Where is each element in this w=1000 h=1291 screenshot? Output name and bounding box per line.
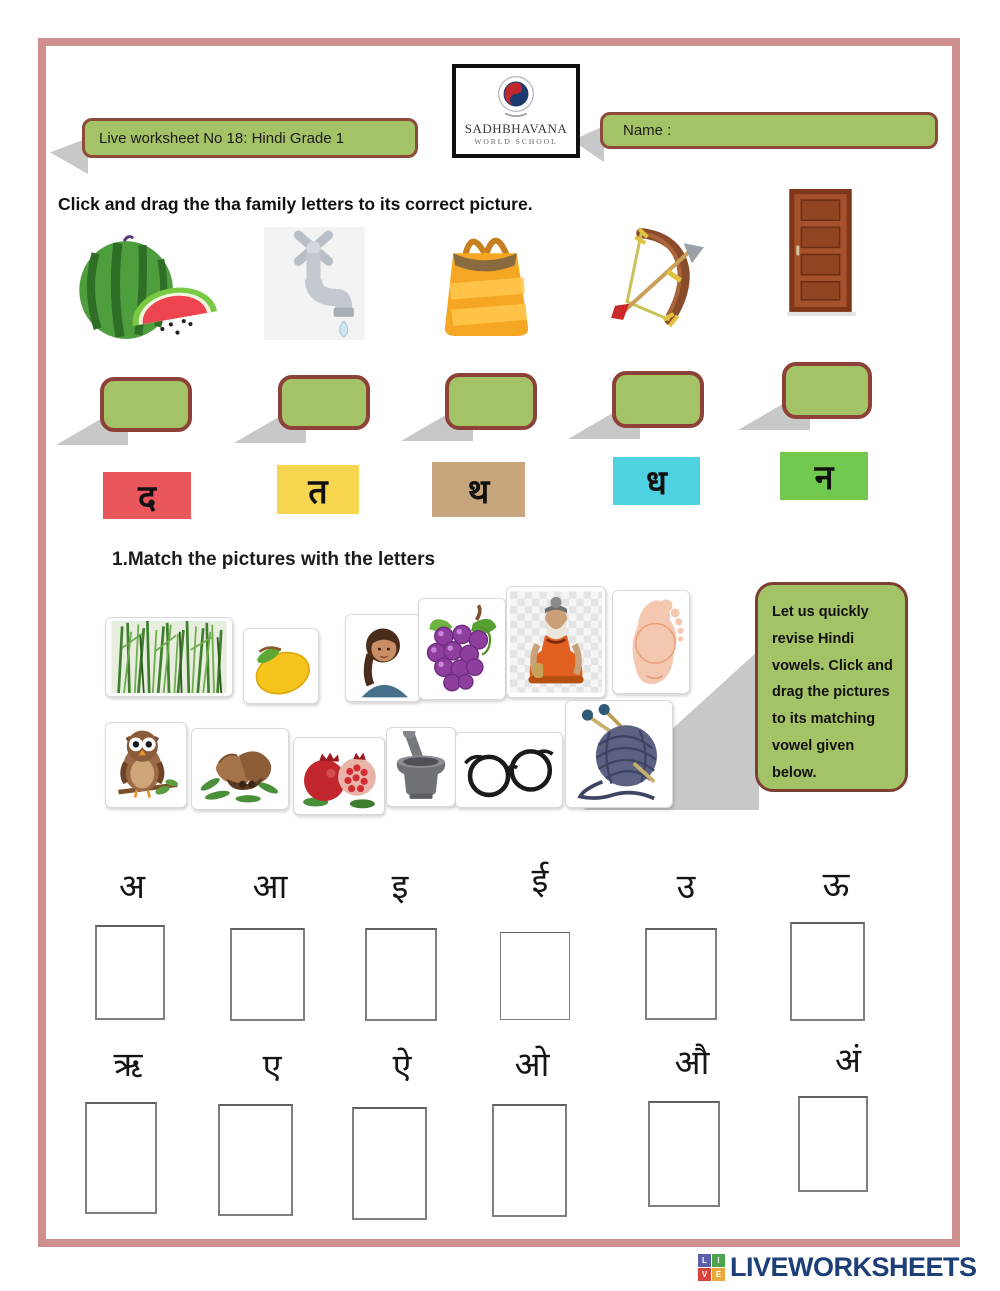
vowel-label-i: इ [391,868,409,906]
brand-name: LIVEWORKSHEETS [730,1252,977,1282]
vowel-label-au: औ [674,1044,710,1082]
picture-tamarind[interactable] [191,728,289,810]
vowel-label-a: अ [119,868,145,906]
instruction-bubble [755,582,908,792]
worksheet-title-button [82,118,418,158]
picture-grapes[interactable] [418,598,506,700]
activity2-heading: 1.Match the pictures with the letters [112,549,436,570]
picture-pomegranate[interactable] [293,737,385,815]
vowel-drop-box-aa[interactable] [230,928,305,1021]
picture-water-tap [264,227,365,340]
vowel-label-aa: आ [252,868,288,906]
picture-sugarcane[interactable] [105,617,233,697]
vowel-label-u: उ [676,868,696,906]
picture-foot[interactable] [612,590,690,694]
picture-sage[interactable] [506,586,606,698]
liveworksheets-logo [698,1252,977,1283]
liveworksheets-logo-icon [698,1254,726,1282]
letter-drop-box-1[interactable] [100,377,192,432]
name-label: Name : [623,122,672,139]
letter-drop-box-5[interactable] [782,362,872,419]
vowel-label-o: ओ [514,1046,550,1084]
logo-square-e: E [712,1268,725,1281]
vowel-drop-box-au[interactable] [648,1101,720,1207]
logo-square-i: I [712,1254,725,1267]
letter-drop-box-2[interactable] [278,375,370,430]
vowel-drop-box-ii[interactable] [500,932,570,1020]
vowel-drop-box-ai[interactable] [352,1107,427,1220]
picture-mortar-pestle[interactable] [386,727,456,807]
school-logo-box [452,64,580,158]
vowel-drop-box-a[interactable] [95,925,165,1020]
vowel-label-uu: ऊ [822,866,850,904]
bubble-text: Let us quickly revise Hindi vowels. Click and drag the pictures to its matching vowel given below. [772,604,893,781]
vowel-drop-box-o[interactable] [492,1104,567,1217]
name-field[interactable] [600,112,938,149]
picture-eyeglasses[interactable] [455,732,563,808]
picture-owl[interactable] [105,722,187,808]
vowel-label-ii: ई [531,862,549,900]
worksheet-title: Live worksheet No 18: Hindi Grade 1 [99,129,345,147]
vowel-label-e: ए [262,1048,282,1086]
vowel-drop-box-e[interactable] [218,1104,293,1216]
letter-tile-na[interactable]: न [780,452,868,500]
logo-square-v: V [698,1268,711,1281]
vowel-drop-box-u[interactable] [645,928,717,1020]
picture-woman[interactable] [345,614,421,702]
letter-tile-dha[interactable]: ध [613,457,700,505]
school-subtitle: WORLD SCHOOL [474,137,558,146]
picture-yarn-ball[interactable] [565,700,673,808]
letter-drop-box-4[interactable] [612,371,704,428]
letter-tile-tha[interactable]: थ [432,462,525,517]
vowel-drop-box-ri[interactable] [85,1102,157,1214]
letter-drop-box-3[interactable] [445,373,537,430]
letter-tile-da[interactable]: द [103,472,191,519]
picture-door [787,187,856,318]
vowel-label-am: अं [835,1042,861,1080]
vowel-drop-box-i[interactable] [365,928,437,1021]
vowel-label-ri: ऋ [113,1046,143,1084]
vowel-label-ai: ऐ [392,1048,412,1086]
vowel-drop-box-uu[interactable] [790,922,865,1021]
picture-watermelon [73,233,221,345]
vowel-drop-box-am[interactable] [798,1096,868,1192]
logo-square-l: L [698,1254,711,1267]
letter-tile-ta[interactable]: त [277,465,359,514]
picture-mango[interactable] [243,628,319,704]
school-emblem-icon [456,68,576,120]
school-name: SADHBHAVANA [464,121,568,136]
picture-bag [437,221,533,340]
picture-bow-and-arrow [611,221,712,334]
activity1-instruction: Click and drag the tha family letters to its correct picture. [58,194,533,214]
